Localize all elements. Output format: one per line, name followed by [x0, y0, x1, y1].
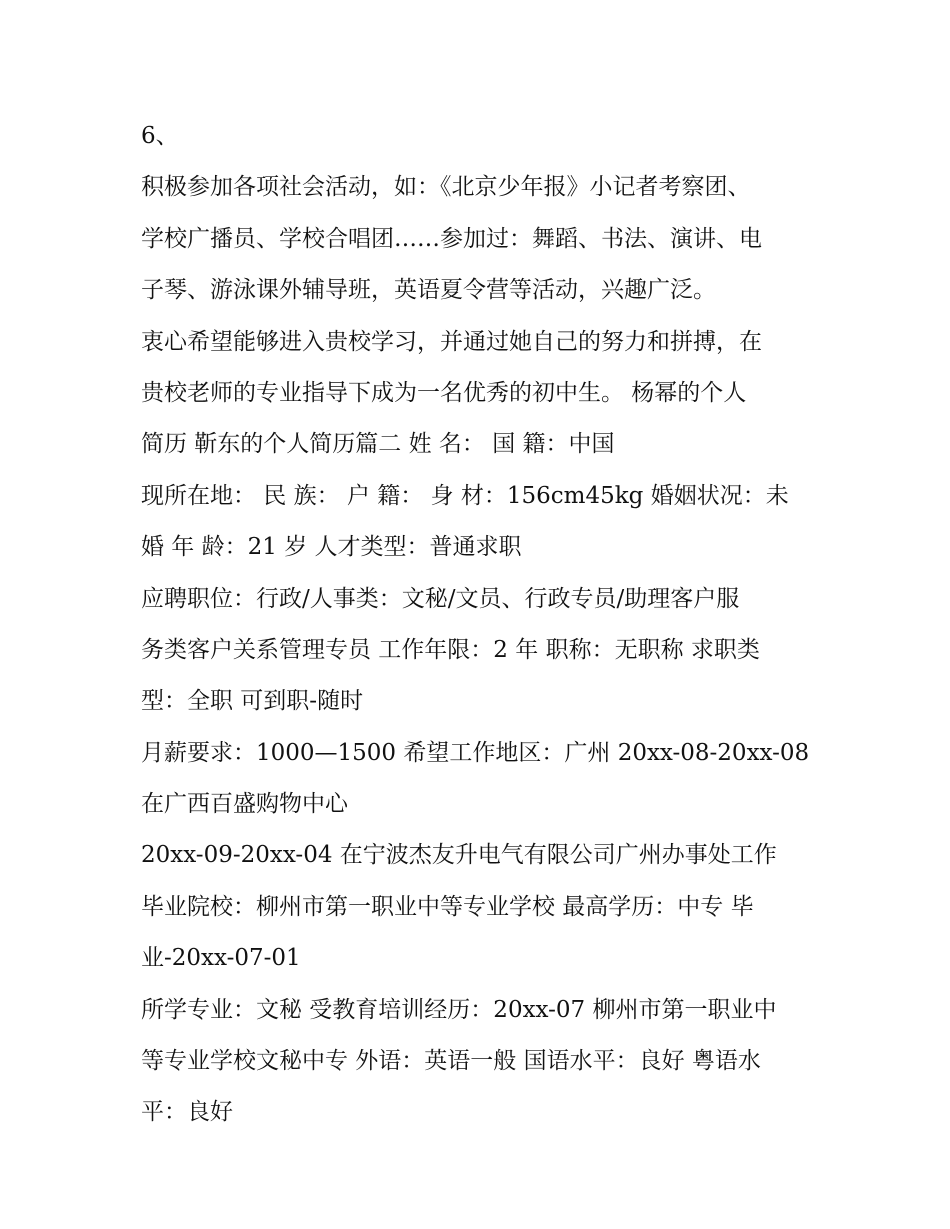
text-line: 毕业院校：柳州市第一职业中等专业学校 最高学历：中专 毕	[141, 893, 754, 920]
text-line: 婚 年 龄：21 岁 人才类型：普通求职	[141, 534, 522, 561]
text-line: 衷心希望能够进入贵校学习，并通过她自己的努力和拼搏，在	[141, 328, 762, 355]
text-line: 贵校老师的专业指导下成为一名优秀的初中生。 杨幂的个人	[141, 379, 747, 406]
body-text	[141, 111, 821, 1139]
text-line: 所学专业：文秘 受教育培训经历：20xx-07 柳州市第一职业中	[141, 996, 777, 1023]
text-line: 应聘职位：行政/人事类：文秘/文员、行政专员/助理客户服	[141, 585, 740, 612]
text-line: 在广西百盛购物中心	[141, 791, 348, 818]
text-line: 简历 靳东的个人简历篇二 姓 名： 国 籍：中国	[141, 431, 615, 458]
text-line: 业-20xx-07-01	[141, 945, 301, 972]
text-line: 6、	[141, 123, 179, 149]
text-line: 子琴、游泳课外辅导班，英语夏令营等活动，兴趣广泛。	[141, 277, 716, 304]
text-line: 平：良好	[141, 1099, 233, 1126]
text-line: 型：全职 可到职-随时	[141, 688, 364, 715]
text-line: 现所在地： 民 族： 户 籍： 身 材：156cm45kg 婚姻状况：未	[141, 482, 789, 509]
text-line: 学校广播员、学校合唱团……参加过：舞蹈、书法、演讲、电	[141, 225, 762, 252]
text-line: 务类客户关系管理专员 工作年限：2 年 职称：无职称 求职类	[141, 636, 760, 663]
text-line: 等专业学校文秘中专 外语：英语一般 国语水平：良好 粤语水	[141, 1048, 761, 1075]
text-line: 积极参加各项社会活动，如：《北京少年报》小记者考察团、	[141, 174, 751, 201]
text-line: 月薪要求：1000—1500 希望工作地区：广州 20xx-08-20xx-08	[141, 739, 810, 766]
text-line: 20xx-09-20xx-04 在宁波杰友升电气有限公司广州办事处工作	[141, 842, 777, 869]
